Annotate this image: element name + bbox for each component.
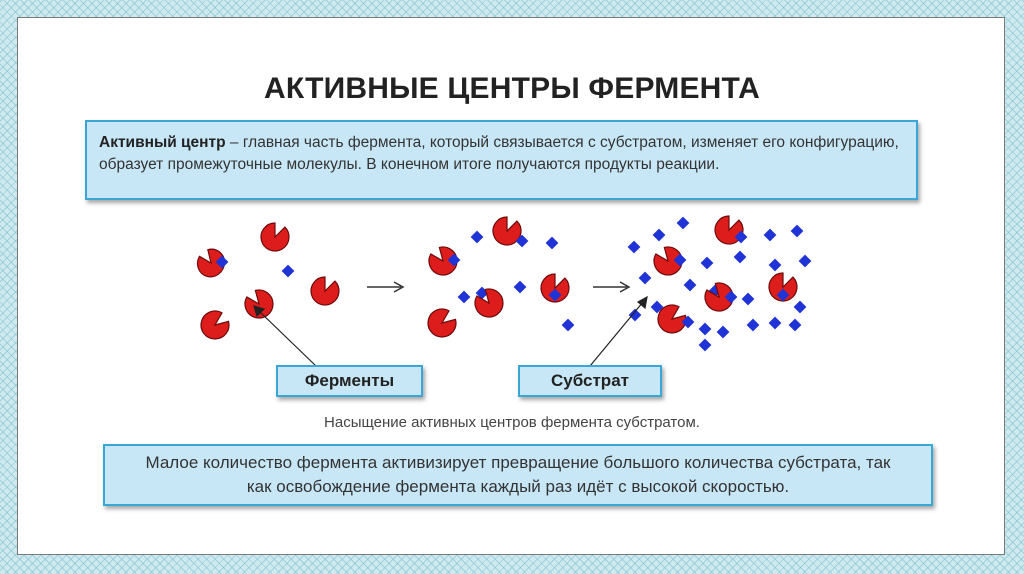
enzymes-label: Ферменты	[276, 365, 423, 397]
substrate-pointer	[590, 297, 647, 366]
diagram-caption: Насыщение активных центров фермента субстратом.	[324, 414, 700, 431]
note-box	[103, 444, 933, 506]
slide-title: АКТИВНЫЕ ЦЕНТРЫ ФЕРМЕНТА	[263, 72, 761, 105]
definition-term: Активный центр	[99, 134, 226, 151]
note-text: Малое количество фермента активизирует превращение большого количества субстрата, так как освобождение фермента каждый раз идёт с высокой скоростью.	[145, 453, 891, 496]
substrate-label: Субстрат	[518, 365, 662, 397]
definition-text: – главная часть фермента, который связывается с субстратом, изменяет его конфигурацию, образует промежуточные молекулы. В конечном итоге получаются продукты реакции.	[99, 134, 899, 173]
enzyme-pointer	[254, 306, 316, 366]
